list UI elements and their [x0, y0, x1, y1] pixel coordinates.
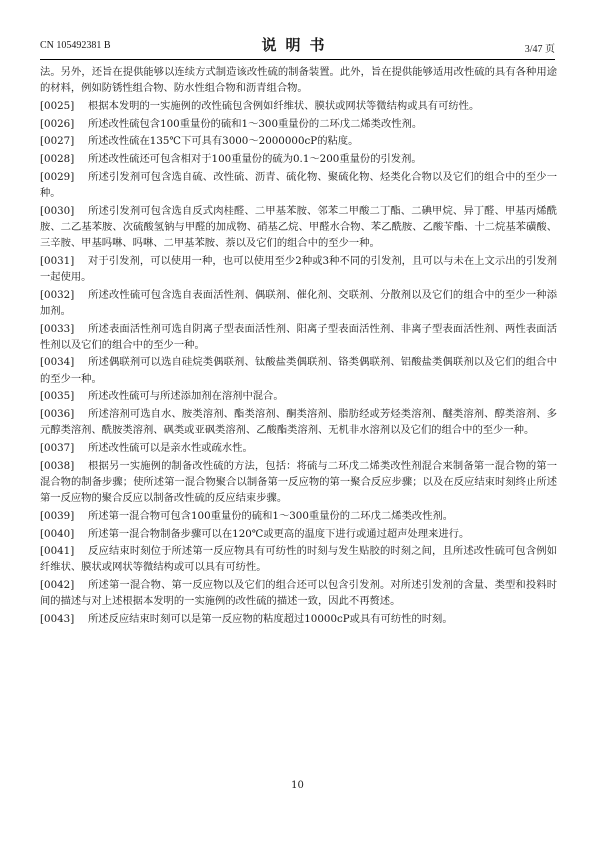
paragraph [40, 203, 557, 251]
paragraph-text: 所述溶剂可选自水、胺类溶剂、酯类溶剂、酮类溶剂、脂肪经或芳烃类溶剂、醚类溶剂、醇类溶剂、多元醇类溶剂、酰胺类溶剂、砜类或亚砜类溶剂、乙酸酯类溶剂、无机非水溶剂以及它们的组合中的至少一种。 [40, 408, 557, 437]
paragraph-text: 所述第一混合物可包含100重量份的硫和1～300重量份的二环戊二烯类改性剂。 [88, 509, 454, 522]
paragraph-number: [0037] [40, 442, 75, 454]
paragraph-number: [0042] [40, 579, 75, 592]
paragraph-text: 所述偶联剂可以选自硅烷类偶联剂、钛酸盐类偶联剂、铬类偶联剂、铝酸盐类偶联剂以及它们的组合中的至少一种。 [40, 356, 557, 385]
document-title: 说明书 [261, 36, 334, 54]
paragraph-text: 所述改性硫在135℃下可具有3000～2000000cP的粘度。 [88, 135, 359, 148]
paragraph [40, 116, 557, 132]
document-body [40, 64, 557, 629]
paragraph-number: [0030] [40, 204, 75, 217]
paragraph-number: [0035] [40, 390, 75, 403]
paragraph [40, 458, 557, 506]
paragraph-text: 所述第一混合物制备步骤可以在120℃或更高的温度下进行或通过超声处理来进行。 [88, 527, 470, 540]
paragraph [40, 406, 557, 438]
paragraph-text: 对于引发剂，可以使用一种，也可以使用至少2种或3种不同的引发剂，且可以与未在上文示出的引发剂一起使用。 [40, 254, 557, 283]
paragraph-text: 所述改性硫可包含选自表面活性剂、偶联剂、催化剂、交联剂、分散剂以及它们的组合中的至少一种添加剂。 [40, 288, 557, 317]
paragraph-text: 根据另一实施例的制备改性硫的方法，包括：将硫与二环戊二烯类改性剂混合来制备第一混合物的第一混合物的制备步骤；使所述第一混合物聚合以制备第一反应物的第一聚合反应步骤；以及在反应结束时刻终止所述第一反应物的聚合反应以制备改性硫的反应结束步骤。 [40, 459, 557, 504]
paragraph [40, 388, 557, 404]
paragraph [40, 354, 557, 386]
paragraph-text: 根据本发明的一实施例的改性硫包含例如纤维状、膜状或网状等微结构或具有可纺性。 [88, 99, 480, 112]
paragraph-number: [0036] [40, 408, 75, 421]
paragraph-text: 所述改性硫还可包含相对于100重量份的硫为0.1～200重量份的引发剂。 [88, 153, 422, 166]
paragraph-text: 所述引发剂可包含选自硫、改性硫、沥青、硫化物、聚硫化物、烃类化合物以及它们的组合中的至少一种。 [40, 171, 557, 200]
paragraph-number: [0040] [40, 527, 75, 540]
paragraph [40, 440, 557, 456]
page-indicator: 3/47 页 [524, 44, 555, 55]
paragraph-number: [0043] [40, 613, 75, 626]
paragraph [40, 577, 557, 609]
paragraph [40, 611, 557, 627]
paragraph-number: [0027] [40, 135, 75, 148]
paragraph [40, 151, 557, 167]
paragraph-number: [0032] [40, 288, 75, 301]
paragraph [40, 133, 557, 149]
paragraph-text: 所述引发剂可包含选自反式肉桂醛、二甲基苯胺、邻苯二甲酸二丁酯、二碘甲烷、异丁醛、甲基丙烯酰胺、二乙基苯胺、次硫酸氢钠与甲醛的加成物、硝基乙烷、甲醛水合物、苯乙酰胺、乙酸苄酯、十二烷基苯磺酸、三辛胺、甲基吗啉、吗啉、二甲基苯胺、萘以及它们的组合中的至少一种。 [40, 204, 557, 250]
paragraph-number: [0031] [40, 254, 75, 267]
paragraph-text: 反应结束时刻位于所述第一反应物具有可纺性的时刻与发生贴胶的时刻之间，且所述改性硫可包含例如纤维状、膜状或网状等微结构或可以具有可纺性。 [40, 545, 557, 574]
paragraph-text: 所述表面活性剂可选自阴离子型表面活性剂、阳离子型表面活性剂、非离子型表面活性剂、两性表面活性剂以及它们的组合中的至少一种。 [40, 322, 557, 351]
paragraph-number: [0029] [40, 171, 75, 183]
paragraph [40, 98, 557, 114]
publication-number: CN 105492381 B [40, 40, 111, 51]
paragraph-text: 所述改性硫可与所述添加剂在溶剂中混合。 [88, 390, 284, 403]
paragraph-number: [0033] [40, 322, 75, 335]
paragraph [40, 287, 557, 319]
paragraph-number: [0041] [40, 545, 75, 558]
paragraph-number: [0039] [40, 509, 75, 522]
page-number: 10 [291, 780, 304, 791]
paragraph-text: 所述改性硫包含100重量份的硫和1～300重量份的二环戊二烯类改性剂。 [88, 117, 423, 130]
paragraph-text: 法。另外，还旨在提供能够以连续方式制造该改性硫的制备装置。此外，旨在提供能够适用改性硫的具有各种用途的材料，例如防锈性组合物、防水性组合物和沥青组合物。 [40, 66, 557, 95]
paragraph-text: 所述第一混合物、第一反应物以及它们的组合还可以包含引发剂。对所述引发剂的含量、类型和投料时间的描述与对上述根据本发明的一实施例的改性硫的描述一致，因此不再赘述。 [40, 579, 557, 608]
paragraph-number: [0038] [40, 459, 75, 472]
paragraph-text: 所述反应结束时刻可以是第一反应物的粘度超过10000cP或具有可纺性的时刻。 [88, 613, 453, 626]
paragraph [40, 321, 557, 353]
header-rule [40, 59, 555, 60]
paragraph-text: 所述改性硫可以是亲水性或疏水性。 [88, 442, 253, 454]
paragraph [40, 169, 557, 201]
paragraph [40, 253, 557, 285]
paragraph-number: [0026] [40, 117, 75, 130]
paragraph [40, 543, 557, 575]
paragraph-number: [0034] [40, 356, 75, 369]
page-header [40, 34, 555, 56]
paragraph-number: [0025] [40, 99, 75, 112]
paragraph [40, 526, 557, 542]
paragraph-number: [0028] [40, 153, 75, 166]
paragraph [40, 64, 557, 96]
paragraph [40, 508, 557, 524]
